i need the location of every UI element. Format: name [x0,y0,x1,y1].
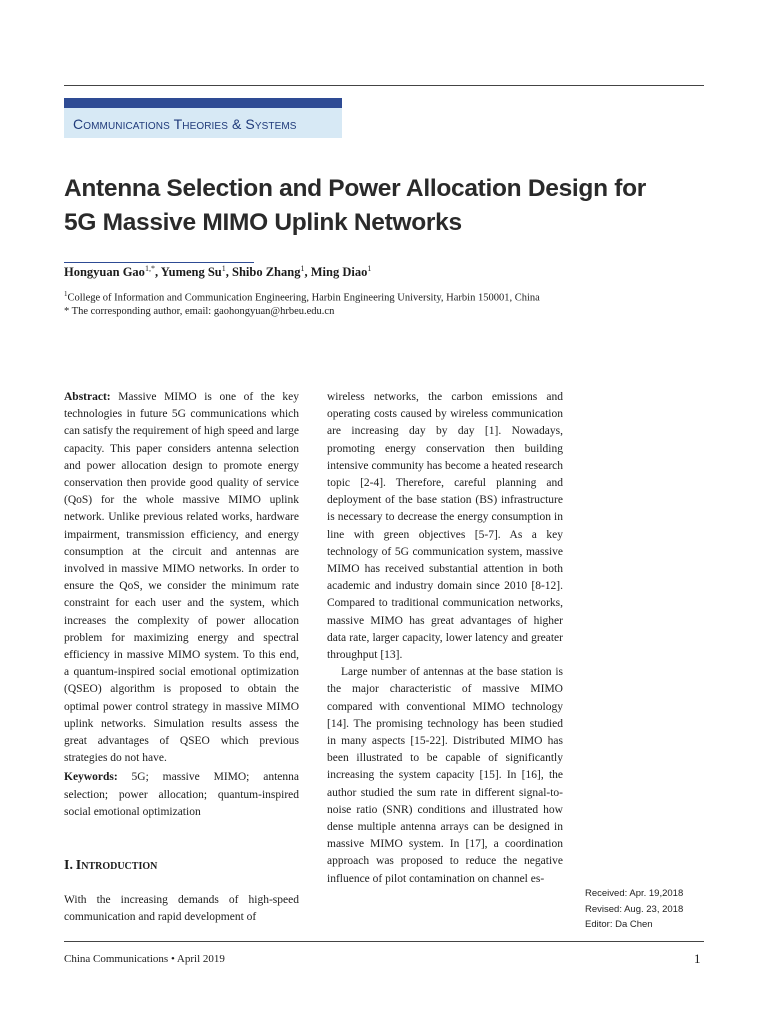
section-label-box [64,108,342,138]
keywords-label: Keywords: [64,771,118,784]
journal-footer: China Communications • April 2019 [64,953,225,965]
affiliation-text: College of Information and Communication Engineering, Harbin Engineering University, Harbin 150001, China [67,292,540,304]
section-label: Communications Theories & Systems [73,116,297,132]
affiliation [64,290,540,304]
abstract-label: Abstract: [64,391,111,403]
abstract-text: Massive MIMO is one of the key technologies in future 5G communications which can satisfy the requirement of high speed and large capacity. This paper considers antenna selection and power allocation design to promote energy conservation then provide good quality of service (QoS) for the whole massive MIMO uplink network. Unlike previous related works, hardware impairment, transmission efficiency, and energy consumption at the circuit and antennas are involved in massive MIMO networks. In order to ensure the QoS, we consider the minimum rate constraint for each user and the system, which increases the complexity of power allocation problem for maximizing energy and spectral efficiency in massive MIMO system. To this end, a quantum-inspired social emotional optimization (QSEO) algorithm is proposed to obtain the optimal power control strategy in massive MIMO uplink networks. Simulation results assess the great advantages of QSEO which previous strategies do not have. [64,391,299,765]
paper-title [64,172,714,240]
left-column [64,389,299,821]
footer-rule [64,941,704,942]
right-column [327,389,563,888]
received-date: Received: Apr. 19,2018 [585,888,684,899]
keywords [64,769,299,821]
top-rule [64,85,704,86]
introduction-paragraph: With the increasing demands of high-speed communication and rapid development of [64,894,299,924]
author-affil-mark: 1 [300,264,305,273]
authors-rule [64,262,254,263]
author-affil-mark: 1 [367,264,372,273]
title-line-1: Antenna Selection and Power Allocation Design for [64,175,646,202]
affiliation-mark: 1 [64,290,68,298]
keywords-text: 5G; massive MIMO; antenna selection; power allocation; quantum-inspired social emotional optimization [64,771,299,818]
section-first-letter: I [75,858,82,873]
editor-name: Editor: Da Chen [585,919,653,930]
author-affil-mark: 1,* [144,264,155,273]
author-separator: , [154,265,161,280]
section-title-rest: ntroduction [81,858,158,873]
corresponding-author: * The corresponding author, email: gaohongyuan@hrbeu.edu.cn [64,306,335,317]
revised-date: Revised: Aug. 23, 2018 [585,903,684,915]
section-heading-introduction [64,858,157,874]
page-number: 1 [694,951,701,966]
title-line-2: 5G Massive MIMO Uplink Networks [64,209,462,236]
body-paragraph: wireless networks, the carbon emissions and operating costs caused by wireless communication are increasing day by day [1]. Nowadays, promoting energy conservation then building intensive community has become a heated research topic [2-4]. Therefore, careful planning and deployment of the base station (BS) infrastructure is necessary to decrease the energy consumption in line with green objectives [5-7]. As a key technology of 5G communication system, massive MIMO has received substantial attention in both academic and industry domain since 2010 [8-12]. Compared to traditional communication networks, massive MIMO has great advantages of higher data rate, larger capacity, lower latency and greater throughput [13]. [327,391,563,662]
abstract [64,389,299,767]
author-separator: , [304,265,311,280]
author-list [64,264,371,280]
section-color-bar [64,98,342,108]
author-name: Ming Diao [310,265,368,280]
author-name: Hongyuan Gao [64,265,145,280]
author-name: Yumeng Su [160,265,222,280]
author-affil-mark: 1 [221,264,226,273]
author-name: Shibo Zhang [232,265,301,280]
section-number: I. [64,858,73,873]
body-paragraph: Large number of antennas at the base station is the major characteristic of massive MIMO compared with conventional MIMO technology [14]. The promising technology has been studied in many aspects [15-22]. Distributed MIMO has been illustrated to be capable of significantly increasing the system capacity [15]. In [16], the author studied the sum rate in different signal-to-noise ratio (SNR) conditions and illustrated how dense multiple antenna arrays can be designed in massive MIMO system. In [17], a coordination approach was proposed to reduce the negative influence of pilot contamination on channel es- [327,666,563,885]
article-history [585,886,683,933]
author-separator: , [225,265,233,280]
